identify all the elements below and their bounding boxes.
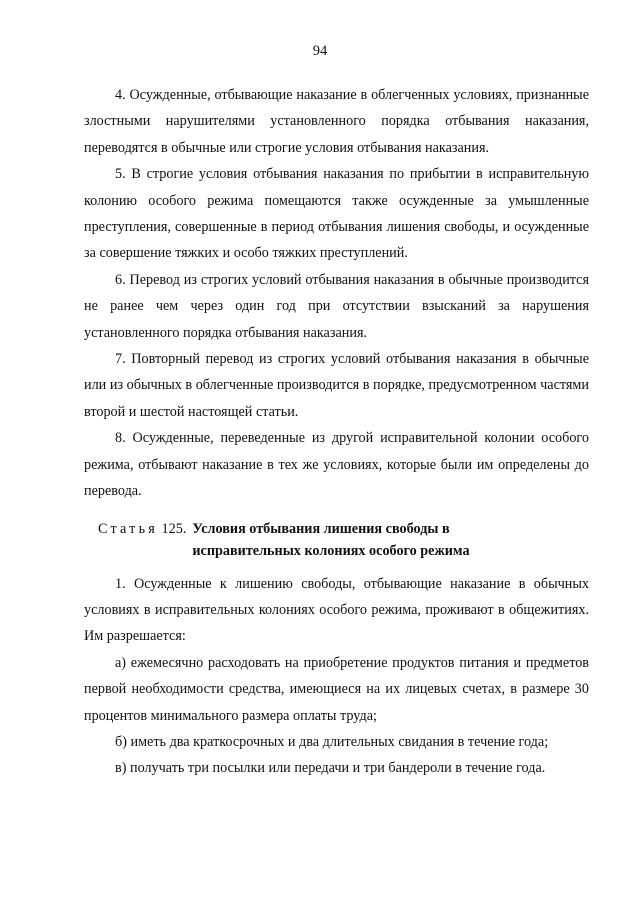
paragraph-4: 4. Осужденные, отбывающие наказание в облегченных условиях, признанные злостными нарушителями установленного порядка отбывания наказания, переводятся в обычные или строгие условия отбывания наказания. bbox=[84, 87, 589, 156]
article-paragraph-1: 1. Осужденные к лишению свободы, отбывающие наказание в обычных условиях в исправительных колониях особого режима, проживают в общежитиях. Им разрешается: bbox=[84, 575, 589, 645]
paragraph-5: 5. В строгие условия отбывания наказания по прибытии в исправительную колонию особого режима помещаются также осужденные за умышленные преступления, совершенные в период отбывания лишения свободы, и осужденные за совершение тяжких и особо тяжких преступлений. bbox=[84, 166, 589, 262]
list-item-b: б) иметь два краткосрочных и два длительных свидания в течение года; bbox=[115, 733, 549, 750]
article-title-line-1: Условия отбывания лишения свободы в bbox=[192, 520, 450, 537]
paragraph-7: 7. Повторный перевод из строгих условий отбывания наказания в обычные или из обычных в облегченные производится в порядке, предусмотренном частями второй и шестой настоящей статьи. bbox=[84, 351, 589, 420]
article-word: Статья bbox=[98, 520, 158, 537]
document-body bbox=[84, 82, 589, 782]
article-label bbox=[84, 518, 186, 562]
page-number: 94 bbox=[312, 43, 328, 59]
list-item-c: в) получать три посылки или передачи и три бандероли в течение года. bbox=[115, 760, 546, 777]
article-title bbox=[186, 518, 469, 562]
article-number: 125. bbox=[161, 520, 187, 537]
article-heading bbox=[84, 518, 589, 562]
list-item-a: а) ежемесячно расходовать на приобретение продуктов питания и предметов первой необходимости средства, имеющиеся на их лицевых счетах, в размере 30 процентов минимального размера оплаты труда; bbox=[84, 654, 589, 724]
paragraph-6: 6. Перевод из строгих условий отбывания наказания в обычные производится не ранее чем через один год при отсутствии взысканий за нарушения установленного порядка отбывания наказания. bbox=[84, 271, 589, 341]
article-title-line-2: исправительных колониях особого режима bbox=[192, 542, 470, 559]
paragraph-8: 8. Осужденные, переведенные из другой исправительной колонии особого режима, отбывают наказание в тех же условиях, которые были им определены до перевода. bbox=[84, 430, 589, 500]
